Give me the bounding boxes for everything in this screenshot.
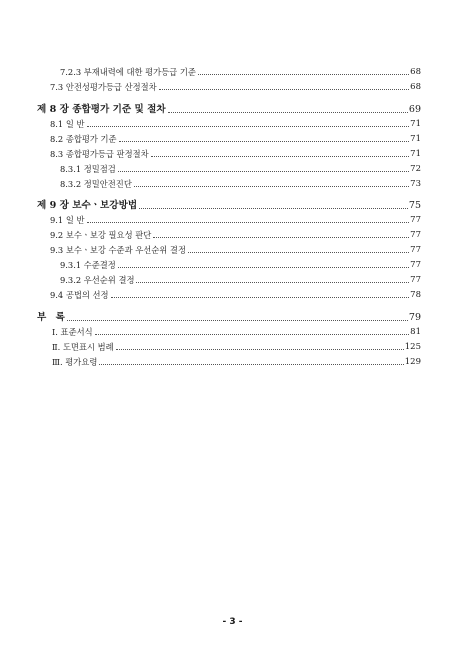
toc-entry-label: 9.3.2 우선순위 결정 bbox=[60, 275, 135, 285]
toc-entry-7-2-3 bbox=[0, 63, 465, 77]
toc-entry-8-3 bbox=[0, 145, 465, 159]
toc-entry-label: Ⅰ. 표준서식 bbox=[52, 327, 93, 337]
toc-entry-label: 9.1 일 반 bbox=[50, 215, 85, 225]
toc-entry-label: 8.1 일 반 bbox=[50, 119, 85, 129]
toc-entry-label: 8.3 종합평가등급 판정절차 bbox=[50, 149, 149, 159]
toc-entry-label: 9.2 보수ㆍ보강 필요성 판단 bbox=[50, 230, 152, 240]
dot-leader bbox=[134, 186, 409, 187]
dot-leader bbox=[119, 141, 410, 142]
dot-leader bbox=[198, 74, 409, 75]
dot-leader bbox=[95, 334, 410, 335]
toc-entry-9-3-1 bbox=[0, 256, 465, 270]
toc-entry-label: 8.3.1 정밀점검 bbox=[60, 164, 116, 174]
toc-entry-8-3-2 bbox=[0, 175, 465, 189]
toc-entry-page: 71 bbox=[410, 149, 421, 159]
toc-entry-page: 77 bbox=[410, 245, 421, 255]
toc-appendix-2 bbox=[0, 338, 465, 352]
toc-appendix-3 bbox=[0, 353, 465, 367]
toc-entry-page: 125 bbox=[404, 342, 421, 352]
toc-entry-page: 78 bbox=[410, 290, 421, 300]
toc-entry-label: 부 록 bbox=[37, 312, 65, 323]
dot-leader bbox=[168, 112, 408, 113]
toc-entry-page: 77 bbox=[410, 275, 421, 285]
toc-entry-label: 9.4 공법의 선정 bbox=[50, 290, 109, 300]
toc-entry-page: 68 bbox=[410, 67, 421, 77]
page-number: - 3 - bbox=[222, 617, 243, 627]
toc-entry-page: 81 bbox=[410, 327, 421, 337]
toc-entry-label: 7.2.3 부재내력에 대한 평가등급 기준 bbox=[60, 67, 196, 77]
toc-chapter-9 bbox=[0, 195, 465, 211]
toc-entry-page: 68 bbox=[410, 82, 421, 92]
dot-leader bbox=[139, 208, 408, 209]
dot-leader bbox=[99, 364, 403, 365]
dot-leader bbox=[151, 156, 410, 157]
toc-entry-8-2 bbox=[0, 130, 465, 144]
toc-entry-page: 75 bbox=[408, 200, 421, 211]
toc-entry-page: 79 bbox=[408, 312, 421, 323]
toc-appendix bbox=[0, 307, 465, 323]
toc-entry-9-2 bbox=[0, 226, 465, 240]
toc-entry-label: Ⅱ. 도면표시 범례 bbox=[52, 342, 114, 352]
toc-entry-page: 71 bbox=[410, 119, 421, 129]
dot-leader bbox=[136, 282, 409, 283]
toc-entry-9-4 bbox=[0, 286, 465, 300]
dot-leader bbox=[118, 171, 409, 172]
toc-appendix-1 bbox=[0, 323, 465, 337]
toc-entry-page: 77 bbox=[410, 260, 421, 270]
dot-leader bbox=[118, 267, 409, 268]
dot-leader bbox=[87, 222, 410, 223]
toc-entry-8-1 bbox=[0, 115, 465, 129]
toc-entry-7-3 bbox=[0, 78, 465, 92]
toc-entry-label: 제 9 장 보수ㆍ보강방법 bbox=[37, 200, 138, 211]
toc-entry-page: 77 bbox=[410, 215, 421, 225]
toc-entry-9-1 bbox=[0, 211, 465, 225]
toc-entry-label: 9.3 보수ㆍ보강 수준과 우선순위 결정 bbox=[50, 245, 186, 255]
toc-entry-label: 9.3.1 수준결정 bbox=[60, 260, 116, 270]
toc-chapter-8 bbox=[0, 99, 465, 115]
dot-leader bbox=[116, 349, 404, 350]
dot-leader bbox=[111, 297, 410, 298]
toc-entry-page: 77 bbox=[410, 230, 421, 240]
dot-leader bbox=[67, 320, 408, 321]
toc-entry-9-3-2 bbox=[0, 271, 465, 285]
toc-entry-page: 73 bbox=[410, 179, 421, 189]
toc-entry-page: 69 bbox=[408, 104, 421, 115]
toc-entry-label: 제 8 장 종합평가 기준 및 절차 bbox=[37, 104, 166, 115]
toc-entry-label: 7.3 안전성평가등급 산정절차 bbox=[50, 82, 157, 92]
toc-entry-label: Ⅲ. 평가요령 bbox=[52, 357, 98, 367]
toc-entry-8-3-1 bbox=[0, 160, 465, 174]
toc-entry-label: 8.3.2 정밀안전진단 bbox=[60, 179, 132, 189]
toc-entry-page: 129 bbox=[404, 357, 421, 367]
toc-entry-page: 71 bbox=[410, 134, 421, 144]
toc-entry-9-3 bbox=[0, 241, 465, 255]
dot-leader bbox=[153, 237, 409, 238]
dot-leader bbox=[188, 252, 409, 253]
toc-entry-page: 72 bbox=[410, 164, 421, 174]
dot-leader bbox=[159, 89, 410, 90]
toc-entry-label: 8.2 종합평가 기준 bbox=[50, 134, 117, 144]
dot-leader bbox=[87, 126, 410, 127]
